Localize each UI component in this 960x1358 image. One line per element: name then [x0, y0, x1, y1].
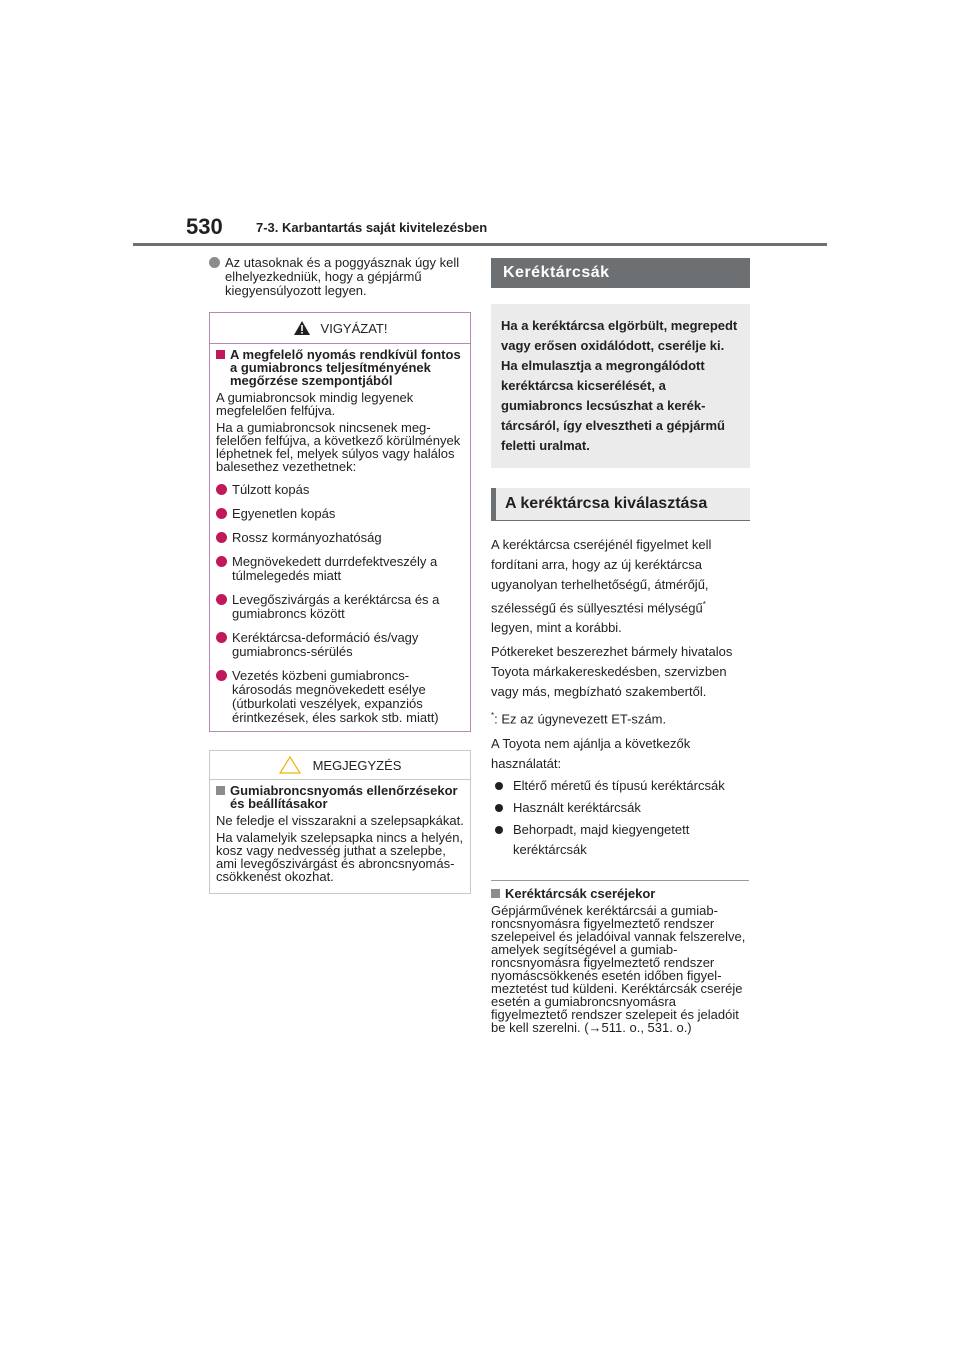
list-item: [491, 776, 750, 796]
note-heading-text: Gumiabroncsnyomás ellenőrzésekor és beállításakor: [230, 783, 458, 811]
list-item-text: Rossz kormányozhatóság: [232, 530, 382, 545]
list-item: [216, 593, 464, 621]
square-bullet-icon: [216, 350, 225, 359]
subsection-body: Gépjárművének keréktárcsái a gumiabroncsnyomásra figyelmeztető rendszer szelepeivel és jeladóival vannak felszerelve, amelyek segítségével a gumiabroncsnyomásra figyelmeztető rendszer nyomáscsökkenés esetén időben figyelmeztetést tud küldeni. Keréktárcsák cseréje esetén a gumiabroncsnyomásra figyelmeztető rendszer szelepeit és jeladóit be kell szerelni. (→511. o., 531. o.): [491, 902, 746, 1035]
note-heading: [216, 784, 464, 810]
warning-box: [209, 312, 471, 732]
list-item-text: Behorpadt, majd kiegyengetett keréktárcsák: [513, 821, 690, 857]
footnote-mark: *: [702, 600, 706, 609]
bullet-icon: [216, 556, 227, 567]
left-column: [209, 256, 471, 894]
warning-triangle-icon: [293, 320, 311, 336]
list-item: [216, 555, 464, 583]
para-1: A keréktárcsa cseréjénél figyelmet kell fordítani arra, hogy az új keréktárcsa ugyanolyan terhelhetőségű, átmérőjű, szélességű és süllyesztési mélységű* legyen, mint a korábbi.: [491, 537, 712, 636]
wheel-replacement-section: [491, 887, 750, 1034]
wheel-selection-text: [491, 535, 750, 860]
warning-list: [216, 483, 464, 725]
list-item-text: Eltérő méretű és típusú keréktárcsák: [513, 777, 725, 793]
subsection-banner: A keréktárcsa kiválasztása: [491, 488, 750, 521]
note-para-2: Ha valamelyik szelepsapka nincs a helyén, kosz vagy nedvesség juthat a szelepbe, ami levegőszivárgást és abroncsnyomás-csökkenést okozhat.: [216, 830, 464, 884]
section-divider: [491, 880, 749, 881]
section-banner: Keréktárcsák: [491, 258, 750, 288]
caution-block: Ha a keréktárcsa elgörbült, megrepedt vagy erősen oxidálódott, cserélje ki. Ha elmulasztja a megrongálódott keréktárcsa kicserélését, a gumiabroncs lecsúszhat a keréktárcsáról, így elvesztheti a gépjármű feletti uralmat.: [491, 304, 750, 468]
warning-header: [210, 313, 470, 344]
footnote: *: Ez az úgynevezett ET-szám.: [491, 711, 667, 727]
list-item-text: Levegőszivárgás a keréktárcsa és a gumiabroncs között: [232, 592, 440, 621]
warning-para-2: Ha a gumiabroncsok nincsenek megfelelően felfújva, a következő körülmények léphetnek fel, melyek súlyos vagy halálos balesethez vezethetnek:: [216, 420, 461, 474]
warning-title: VIGYÁZAT!: [320, 320, 388, 336]
subsection-heading: [491, 887, 750, 900]
list-item: [491, 820, 750, 860]
notice-triangle-icon: [279, 756, 301, 774]
bullet-icon: [216, 632, 227, 643]
bullet-icon: [495, 782, 503, 790]
intro-bullet: [209, 256, 471, 298]
list-item-text: Egyenetlen kopás: [232, 506, 336, 521]
bullet-icon: [216, 508, 227, 519]
list-item: [216, 631, 464, 659]
para-3: A Toyota nem ajánlja a következők használatát:: [491, 735, 691, 771]
intro-text: Az utasoknak és a poggyásznak úgy kell elhelyezkedniük, hogy a gépjármű kiegyensúlyozott legyen.: [225, 255, 460, 298]
note-body: [210, 780, 470, 893]
page-number: 530: [186, 214, 223, 239]
list-item: [216, 669, 464, 725]
bullet-icon: [216, 594, 227, 605]
para-2: Pótkereket beszerezhet bármely hivatalos Toyota márkakereskedésben, szervizben vagy más, megbízható szakembertől.: [491, 644, 733, 700]
subsection-heading-text: Keréktárcsák cseréjekor: [505, 885, 656, 901]
bullet-icon: [216, 670, 227, 681]
bullet-icon: [495, 826, 503, 834]
list-item: [216, 483, 464, 497]
warning-body: [210, 344, 470, 731]
note-para-1: Ne feledje el visszarakni a szelepsapkákat.: [216, 813, 464, 828]
list-item-text: Vezetés közbeni gumiabroncskárosodás megnövekedett esélye (útburkolati veszélyek, expanziós érintkezések, éles sarkok stb. miatt): [232, 668, 439, 725]
list-item: [216, 531, 464, 545]
square-bullet-icon: [216, 786, 225, 795]
bullet-icon: [495, 804, 503, 812]
note-header: [210, 751, 470, 780]
list-item: [216, 507, 464, 521]
section-title: 7-3. Karbantartás saját kivitelezésben: [256, 220, 488, 235]
bullet-icon: [216, 484, 227, 495]
list-item-text: Megnövekedett durrdefektveszély a túlmelegedés miatt: [232, 554, 438, 583]
list-item: [491, 798, 750, 818]
bullet-icon: [209, 257, 220, 268]
note-title: MEGJEGYZÉS: [312, 757, 402, 773]
bullet-icon: [216, 532, 227, 543]
warning-heading-text: A megfelelő nyomás rendkívül fontos a gumiabroncs teljesítményének megőrzése szempontjából: [230, 347, 461, 388]
list-item-text: Túlzott kopás: [232, 482, 310, 497]
header-rule: [133, 243, 827, 246]
list-item-text: Keréktárcsa-deformáció és/vagy gumiabroncs-sérülés: [232, 630, 419, 659]
square-bullet-icon: [491, 889, 500, 898]
list-item-text: Használt keréktárcsák: [513, 799, 641, 815]
right-column: [491, 258, 750, 1034]
warning-heading: [216, 348, 464, 387]
warning-para-1: A gumiabroncsok mindig legyenek megfelelően felfújva.: [216, 390, 414, 418]
note-box: [209, 750, 471, 894]
not-recommended-list: [491, 776, 750, 860]
